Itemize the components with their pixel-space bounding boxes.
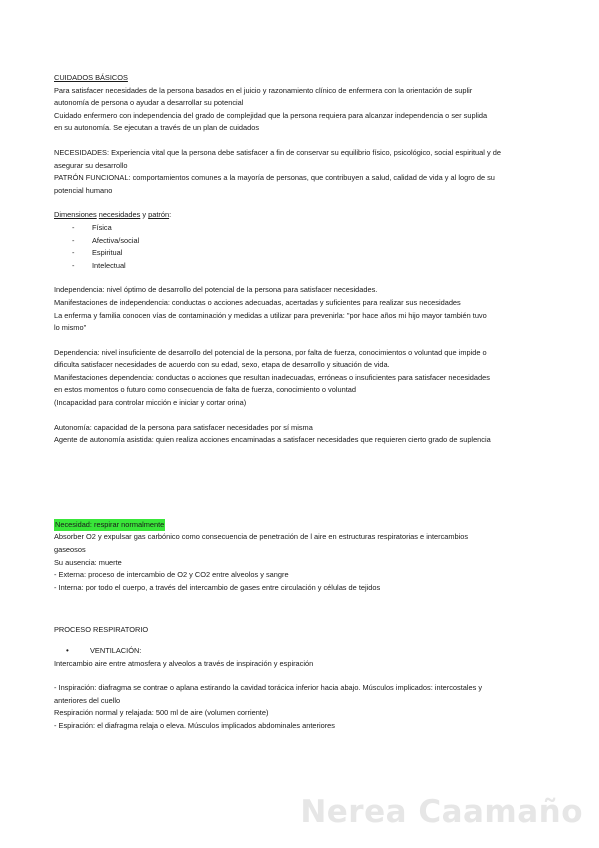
text-line: PATRÓN FUNCIONAL: comportamientos comunes a la mayoría de personas, que contribuyen a salud, calidad de vida y al logro de su [54,173,495,183]
text-line: en su autonomía. Se ejecutan a través de un plan de cuidados [54,123,260,133]
text-line: Absorber O2 y expulsar gas carbónico como consecuencia de penetración de l aire en estructuras respiratorias e intercambios [54,532,469,542]
text-line: Dependencia: nivel insuficiente de desarrollo del potencial de la persona, por falta de fuerza, conocimientos o voluntad que impide o [54,347,487,357]
text-line: Para satisfacer necesidades de la persona basados en el juicio y razonamiento clínico de enfermera con la orientación de suplir [54,85,473,95]
text-line: anteriores del cuello [54,695,121,705]
text-line: La enferma y familia conocen vías de contaminación y medidas a utilizar para prevenirla: "por hace años mi hijo mayor también tuvo [54,310,487,320]
text-line: autonomía de persona o ayudar a desarrollar su potencial [54,98,244,108]
highlighted-need: Necesidad: respirar normalmente [54,519,165,532]
text-line: Cuidado enfermero con independencia del grado de complejidad que la persona requiera para alcanzar independencia o ser suplida [54,110,488,120]
dimensions-list [54,222,554,272]
text-line: dificulta satisfacer necesidades de acuerdo con su edad, sexo, etapa de desarrollo y situación de vida. [54,360,390,370]
list-item: - Espiritual [54,247,554,260]
list-item: - Física [54,222,554,235]
watermark: Nerea Caamaño [300,794,583,830]
heading-word: patrón [148,210,170,220]
list-item: - Intelectual [54,260,554,273]
text-line: asegurar su desarrollo [54,160,128,170]
text-line: Intercambio aire entre atmosfera y alveolos a través de inspiración y espiración [54,658,314,668]
dimensions-heading [54,209,554,222]
text-line: NECESIDADES: Experiencia vital que la persona debe satisfacer a fin de conservar su equilibrio físico, psicológico, social espiritual y de [54,147,501,157]
heading-word: necesidades [98,210,141,220]
text-line: Manifestaciones de independencia: conductas o acciones adecuadas, acertadas y suficientes para realizar sus necesidades [54,297,461,307]
bullet-icon: • [66,646,69,655]
text-line: Su ausencia: muerte [54,557,122,567]
list-item: - Afectiva/social [54,235,554,248]
text-line: gaseosos [54,545,86,555]
heading-word: y [142,210,147,220]
text-line: Independencia: nivel óptimo de desarrollo del potencial de la persona para satisfacer necesidades. [54,285,378,295]
text-line: Autonomía: capacidad de la persona para satisfacer necesidades por sí misma [54,422,313,432]
text-line: - Inspiración: diafragma se contrae o aplana estirando la cavidad torácica inferior hacia abajo. Músculos implicados: intercostales y [54,683,483,693]
text-line: - Interna: por todo el cuerpo, a través del intercambio de gases entre circulación y células de tejidos [54,582,381,592]
heading-word: Dimensiones [54,210,97,220]
text-line: - Espiración: el diafragma relaja o eleva. Músculos implicados abdominales anteriores [54,720,335,730]
text-line: potencial humano [54,185,113,195]
section-title-cuidados: CUIDADOS BÁSICOS [54,73,128,82]
text-line: - Externa: proceso de intercambio de O2 y CO2 entre alveolos y sangre [54,570,289,580]
document-page [54,72,554,733]
bullet-item [54,645,554,658]
bullet-label: VENTILACIÓN: [90,646,142,655]
section-title-proceso: PROCESO RESPIRATORIO [54,625,149,635]
text-line: Manifestaciones dependencia: conductas o acciones que resultan inadecuadas, erróneas o insuficientes para satisfacer necesidades [54,372,490,382]
text-line: (Incapacidad para controlar micción e iniciar y cortar orina) [54,398,247,408]
text-line: Agente de autonomía asistida: quien realiza acciones encaminadas a satisfacer necesidades que requieren cierto grado de suplencia [54,435,491,445]
heading-colon: : [169,210,172,220]
text-line: lo mismo" [54,323,87,333]
text-line: Respiración normal y relajada: 500 ml de aire (volumen corriente) [54,708,269,718]
text-line: en estos momentos o futuro como consecuencia de falta de fuerza, conocimiento o voluntad [54,385,356,395]
